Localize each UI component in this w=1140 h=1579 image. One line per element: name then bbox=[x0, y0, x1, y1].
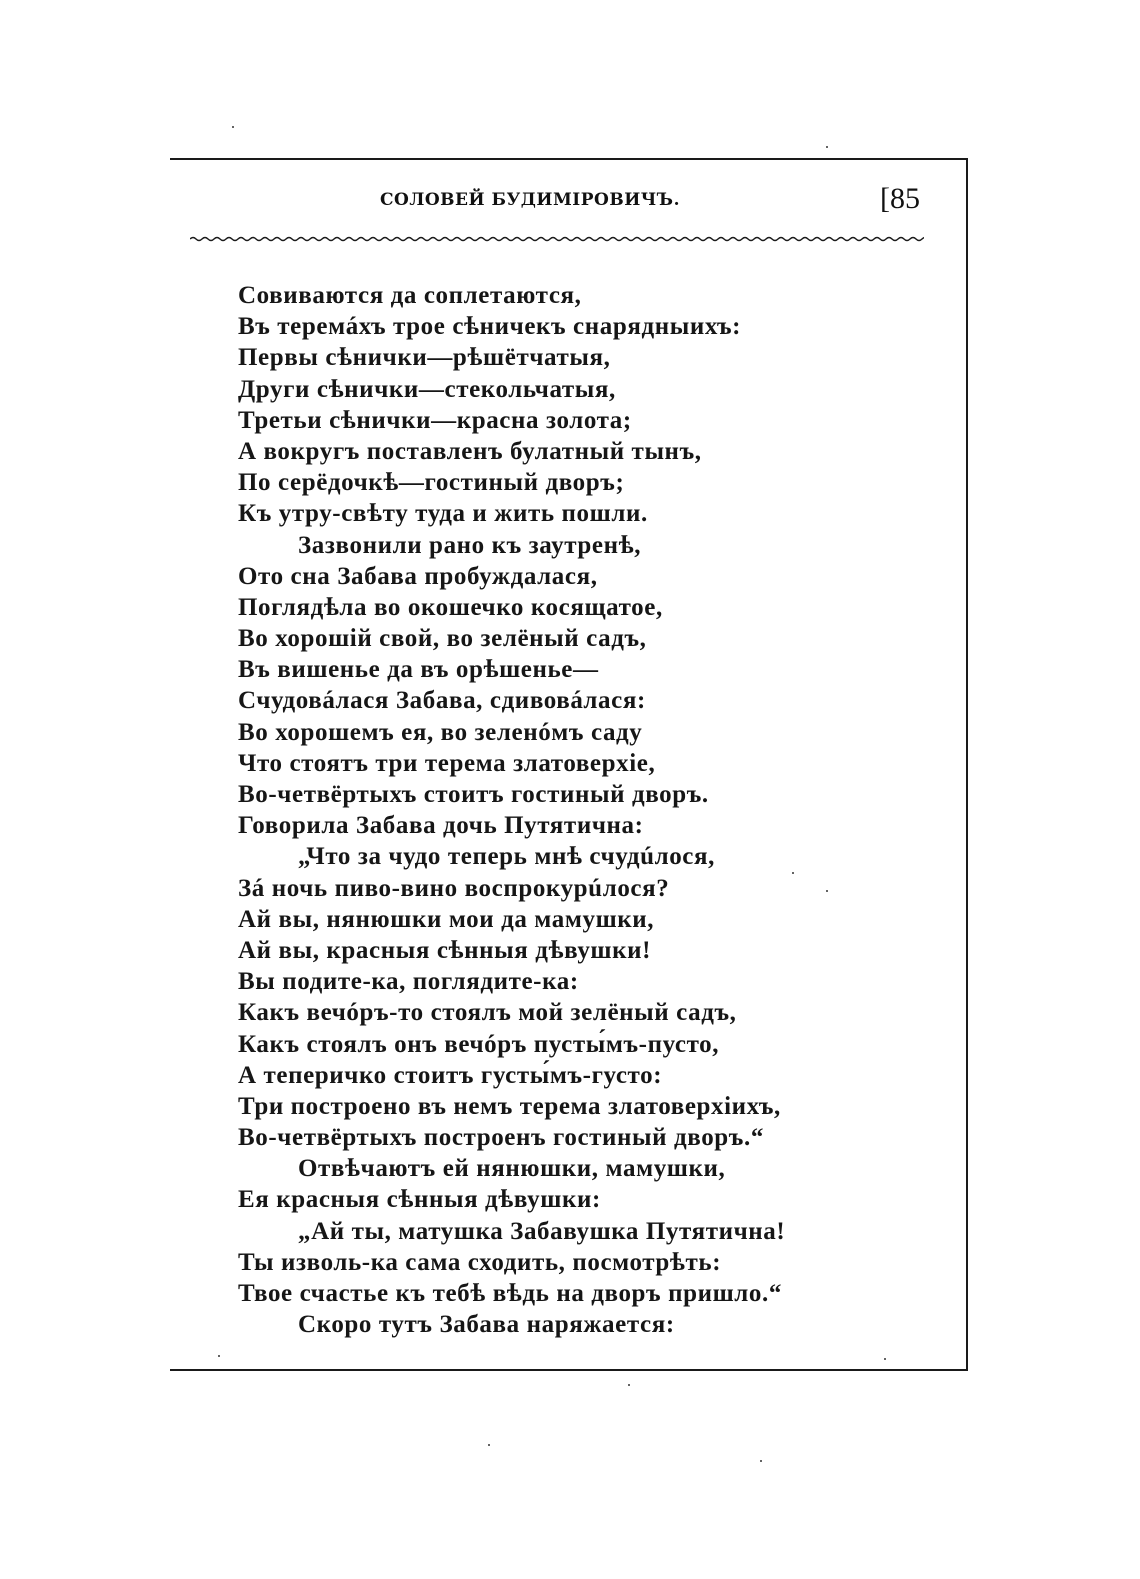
ink-speck bbox=[232, 126, 234, 128]
verse-line: Зá ночь пиво-вино воспрокурúлося? bbox=[238, 874, 670, 902]
verse-line: Третьи сѣнички—красна золота; bbox=[238, 406, 632, 434]
verse-line: Во-четвёртыхъ построенъ гостиный дворъ.“ bbox=[238, 1124, 764, 1152]
verse-line: Ай вы, красныя сѣнныя дѣвушки! bbox=[238, 936, 652, 964]
ink-speck bbox=[488, 1444, 490, 1446]
running-title: СОЛОВЕЙ БУДИМІРОВИЧЪ. bbox=[380, 190, 680, 210]
verse-line: „Что за чудо теперь мнѣ счудúлося, bbox=[298, 843, 715, 871]
ink-speck bbox=[760, 1460, 762, 1462]
ink-speck bbox=[628, 1384, 630, 1386]
verse-line: Поглядѣла во окошечко косящатое, bbox=[238, 593, 663, 621]
ink-speck bbox=[884, 1358, 886, 1360]
page-number: [85 bbox=[880, 182, 920, 215]
verse-line: „Ай ты, матушка Забавушка Путятична! bbox=[298, 1217, 786, 1245]
top-border-rule bbox=[170, 158, 966, 160]
verse-line: Ото сна Забава пробуждалася, bbox=[238, 562, 598, 590]
verse-line: Три построено въ немъ терема златоверхіихъ, bbox=[238, 1092, 781, 1120]
right-border-rule bbox=[966, 158, 968, 1369]
verse-line: Отвѣчаютъ ей нянюшки, мамушки, bbox=[298, 1155, 726, 1183]
verse-line: Твое счастье къ тебѣ вѣдь на дворъ пришло.“ bbox=[238, 1280, 782, 1307]
verse-line: По серёдочкѣ—гостиный дворъ; bbox=[238, 469, 625, 497]
verse-line: Во хорошій свой, во зелёный садъ, bbox=[238, 625, 647, 653]
verse-line: Какъ стоялъ онъ вечóръ пусты́мъ-пусто, bbox=[238, 1030, 720, 1058]
verse-line: Какъ вечóръ-то стоялъ мой зелёный садъ, bbox=[238, 999, 737, 1027]
verse-line: Что стоятъ три терема златоверхіе, bbox=[238, 749, 656, 777]
wavy-divider bbox=[190, 232, 924, 246]
verse-line: А теперичко стоитъ густы́мъ-густо: bbox=[238, 1061, 663, 1089]
verse-line: Счудовáлася Забава, сдивовáлася: bbox=[238, 687, 646, 715]
ink-speck bbox=[218, 1355, 220, 1357]
verse-line: Совиваются да соплетаются, bbox=[238, 282, 582, 309]
verse-line: Въ теремáхъ трое сѣничекъ снарядныихъ: bbox=[238, 313, 742, 341]
verse-line: А вокругъ поставленъ булатный тынъ, bbox=[238, 437, 702, 465]
ink-speck bbox=[826, 146, 828, 148]
verse-line: Ай вы, нянюшки мои да мамушки, bbox=[238, 905, 655, 933]
verse-line: Къ утру-свѣту туда и жить пошли. bbox=[238, 500, 648, 528]
verse-line: Говорила Забава дочь Путятична: bbox=[238, 812, 644, 840]
verse-line: Други сѣнички—стекольчатыя, bbox=[238, 375, 616, 403]
verse-line: Первы сѣнички—рѣшётчатыя, bbox=[238, 344, 611, 372]
verse-line: Ты изволь-ка сама сходить, посмотрѣть: bbox=[238, 1248, 722, 1276]
verse-line: Во-четвёртыхъ стоитъ гостиный дворъ. bbox=[238, 781, 709, 808]
verse-line: Въ вишенье да въ орѣшенье— bbox=[238, 656, 599, 684]
ink-speck bbox=[792, 872, 794, 874]
verse-line: Вы подите-ка, поглядите-ка: bbox=[238, 968, 579, 996]
verse-text bbox=[238, 280, 878, 1340]
verse-line: Во хорошемъ ея, во зеленóмъ саду bbox=[238, 718, 643, 746]
bottom-border-rule bbox=[170, 1369, 968, 1371]
ink-speck bbox=[826, 890, 828, 892]
verse-line: Зазвонили рано къ заутренѣ, bbox=[298, 531, 642, 559]
verse-line: Скоро тутъ Забава наряжается: bbox=[298, 1311, 675, 1339]
verse-line: Ея красныя сѣнныя дѣвушки: bbox=[238, 1186, 601, 1214]
